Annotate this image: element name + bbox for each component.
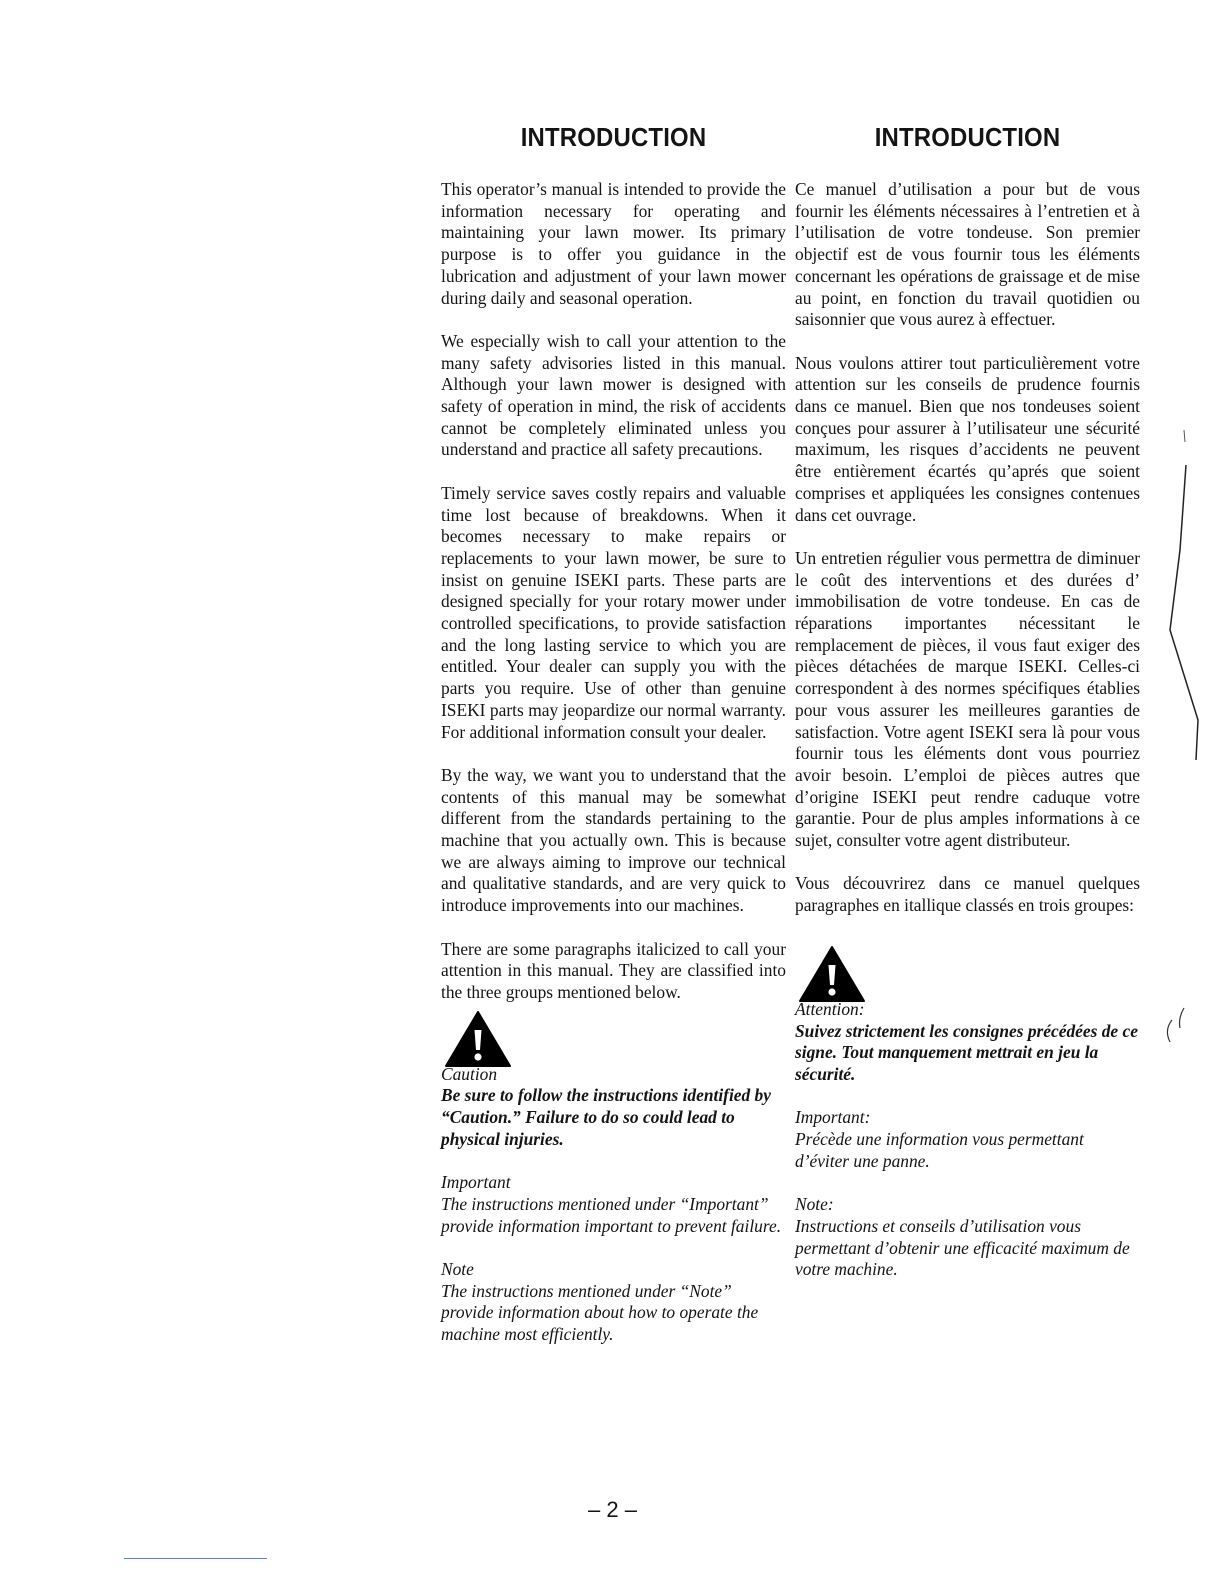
french-column [795,122,1140,1303]
important-label-fr: Important: [795,1107,871,1128]
warning-triangle-icon [443,1010,513,1068]
important-text: The instructions mentioned under “Important” provide information important to prevent failure. [441,1193,782,1236]
caution-label: Caution [441,1063,498,1084]
english-paragraph-2: We especially wish to call your attention to the many safety advisories listed in this manual. Although your lawn mower is designed with safety of operation in mind, the risk of accidents cannot be completely eliminated unless you understand and practice all safety precautions. [441,330,786,460]
important-label: Important [441,1172,511,1193]
note-label: Note [441,1258,474,1279]
margin-scan-marks [1150,430,1210,1070]
english-title: INTRODUCTION [520,122,707,152]
page-number: – 2 – [588,1497,637,1522]
french-paragraph-4: Vous découvrirez dans ce manuel quelques paragraphes en itallique classés en trois groupes: [795,873,1140,916]
french-paragraph-1: Ce manuel d’utilisation a pour but de vous fournir les éléments nécessaires à l’entretien et à l’utilisation de votre tondeuse. Son premier objectif est de vous fournir tous les éléments concernant les opérations de graissage et de mise au point, en fonction du travail quotidien ou saisonnier que vous aurez à effectuer. [795,179,1140,330]
note-text-fr: Instructions et conseils d’utilisation vous permettant d’obtenir une efficacité maximum de votre machine. [795,1215,1130,1280]
warning-triangle-icon [797,945,867,1003]
bottom-rule [124,1558,267,1559]
english-paragraph-1: This operator’s manual is intended to provide the information necessary for operating and maintaining your lawn mower. Its primary purpose is to offer you guidance in the lubrication and adjustment of your lawn mower during daily and seasonal operation. [441,179,786,308]
note-label-fr: Note: [795,1194,834,1215]
english-paragraph-5: There are some paragraphs italicized to call your attention in this manual. They are classified into the three groups mentioned below. [441,938,786,1002]
french-title: INTRODUCTION [874,122,1061,152]
attention-label: Attention: [795,998,865,1019]
attention-text: Suivez strictement les consignes précédées de ce signe. Tout manquement mettrait en jeu la sécurité. [795,1020,1138,1084]
french-paragraph-3: Un entretien régulier vous permettra de diminuer le coût des interventions et des durées d’ immobilisation de votre tondeuse. En cas de réparations importantes nécessitant le remplacement de pièces, il vous faut exiger des pièces détachées de marque ISEKI. Celles-ci correspondent à des normes spécifiques établies pour vous assurer les meilleures garanties de satisfaction. Votre agent ISEKI sera là pour vous fournir tous les éléments dont vous pourriez avoir besoin. L’emploi de pièces autres que d’origine ISEKI peut rendre caduque votre garantie. Pour de plus amples informations à ce sujet, consulter votre agent distributeur. [795,547,1140,851]
english-paragraph-3: Timely service saves costly repairs and valuable time lost because of breakdowns. When it becomes necessary to make repairs or replacements to your lawn mower, be sure to insist on genuine ISEKI parts. These parts are designed specially for your rotary mower under controlled specifications, to provide satisfaction and the long lasting service to which you are entitled. Your dealer can supply you with the parts you require. Use of other than genuine ISEKI parts may jeopardize our normal warranty. For additional information consult your dealer. [441,482,786,742]
caution-text: Be sure to follow the instructions identified by “Caution.” Failure to do so could lead to physical injuries. [441,1085,771,1149]
english-column [441,122,786,1367]
note-text: The instructions mentioned under “Note” provide information about how to operate the machine most efficiently. [441,1280,759,1345]
french-paragraph-2: Nous voulons attirer tout particulièrement votre attention sur les conseils de prudence fournis dans ce manuel. Bien que nos tondeuses soient conçues pour assurer à l’utilisateur une sécurité maximum, les risques d’accidents ne peuvent être entièrement écartés qu’aprés que soient comprises et appliquées les consignes contenues dans cet ouvrage. [795,352,1140,525]
english-paragraph-4: By the way, we want you to understand that the contents of this manual may be somewhat different from the standards pertaining to the machine that you actually own. This is because we are always aiming to improve our technical and qualitative standards, and are very quick to introduce improvements into our machines. [441,764,786,916]
important-text-fr: Précède une information vous permettant d’éviter une panne. [795,1129,1084,1171]
